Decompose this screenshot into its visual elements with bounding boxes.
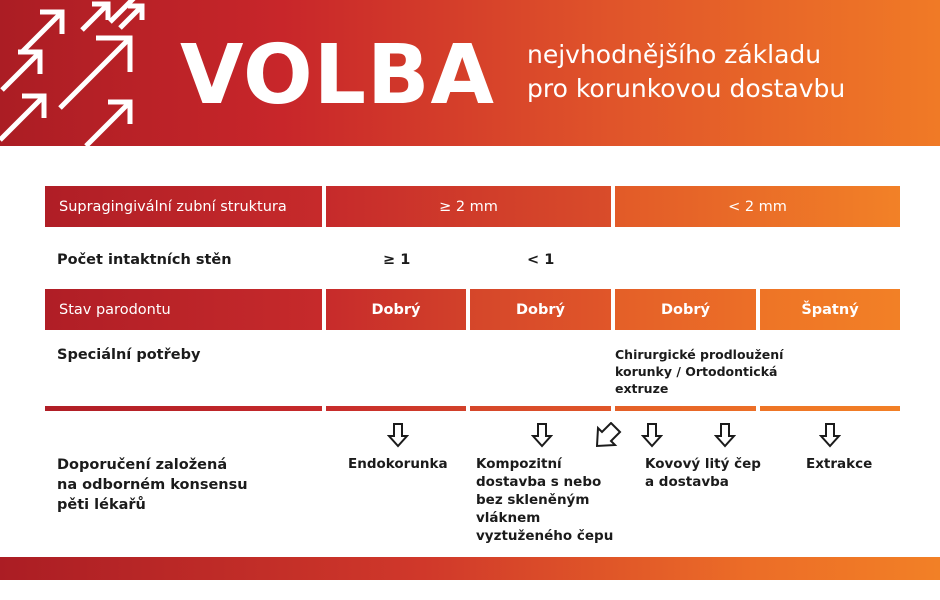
- recommendation-label-line-1: Doporučení založená: [57, 457, 228, 473]
- down-arrow-icon: [819, 422, 841, 448]
- periodontium-cell-3: [615, 289, 756, 330]
- recommendation-endocrown: Endokorunka: [348, 456, 448, 472]
- subtitle-line-2: pro korunkovou dostavbu: [527, 74, 846, 103]
- cast-post-line-1: Kovový litý čep: [645, 456, 761, 472]
- recommendation-label-line-2: na odborném konsensu: [57, 477, 248, 493]
- structure-label-bar: [45, 186, 322, 227]
- down-arrow-icon: [387, 422, 409, 448]
- walls-label: Počet intaktních stěn: [57, 252, 232, 268]
- recommendation-label: [57, 455, 248, 515]
- periodontium-label: Stav parodontu: [59, 301, 171, 318]
- recommendation-cast-post: [645, 455, 761, 491]
- periodontium-value-4: Špatný: [801, 301, 859, 318]
- periodontium-value-2: Dobrý: [516, 301, 565, 318]
- periodontium-cell-4: [760, 289, 900, 330]
- separator-5: [760, 406, 900, 411]
- separator-1: [45, 406, 322, 411]
- composite-line-3: bez skleněným: [476, 492, 590, 508]
- special-note-line-2: korunky / Ortodontická: [615, 364, 778, 379]
- down-arrow-icon: [531, 422, 553, 448]
- down-arrow-icon: [641, 422, 663, 448]
- walls-option-b: < 1: [527, 252, 555, 268]
- periodontium-value-3: Dobrý: [661, 301, 710, 318]
- special-label: Speciální potřeby: [57, 347, 201, 363]
- structure-label: Supragingivální zubní struktura: [59, 198, 287, 215]
- composite-line-1: Kompozitní: [476, 456, 562, 472]
- special-note-line-1: Chirurgické prodloužení: [615, 347, 784, 362]
- periodontium-cell-2: [470, 289, 611, 330]
- periodontium-label-bar: [45, 289, 322, 330]
- structure-option-b: < 2 mm: [728, 198, 787, 215]
- special-note: [615, 346, 783, 397]
- special-note-line-3: extruze: [615, 381, 669, 396]
- down-arrow-icon: [714, 422, 736, 448]
- separator-2: [326, 406, 466, 411]
- separator-4: [615, 406, 756, 411]
- composite-line-5: vyztuženého čepu: [476, 528, 614, 544]
- cast-post-line-2: a dostavba: [645, 474, 729, 490]
- structure-option-a-bar: [326, 186, 611, 227]
- page-subtitle: [527, 38, 845, 106]
- recommendation-extraction: Extrakce: [806, 456, 873, 472]
- subtitle-line-1: nejvhodnějšího základu: [527, 40, 822, 69]
- walls-option-a: ≥ 1: [383, 252, 411, 268]
- recommendation-label-line-3: pěti lékařů: [57, 497, 146, 513]
- separator-3: [470, 406, 611, 411]
- structure-option-a: ≥ 2 mm: [439, 198, 498, 215]
- composite-line-4: vláknem: [476, 510, 541, 526]
- periodontium-cell-1: [326, 289, 466, 330]
- structure-option-b-bar: [615, 186, 900, 227]
- diagonal-arrows-icon: [0, 0, 170, 146]
- recommendation-composite: [476, 455, 613, 545]
- footer-bar: [0, 557, 940, 580]
- periodontium-value-1: Dobrý: [371, 301, 421, 318]
- diagonal-down-left-arrow-icon: [596, 422, 622, 448]
- page-title: VOLBA: [180, 28, 495, 123]
- composite-line-2: dostavba s nebo: [476, 474, 602, 490]
- header-banner: [0, 0, 940, 146]
